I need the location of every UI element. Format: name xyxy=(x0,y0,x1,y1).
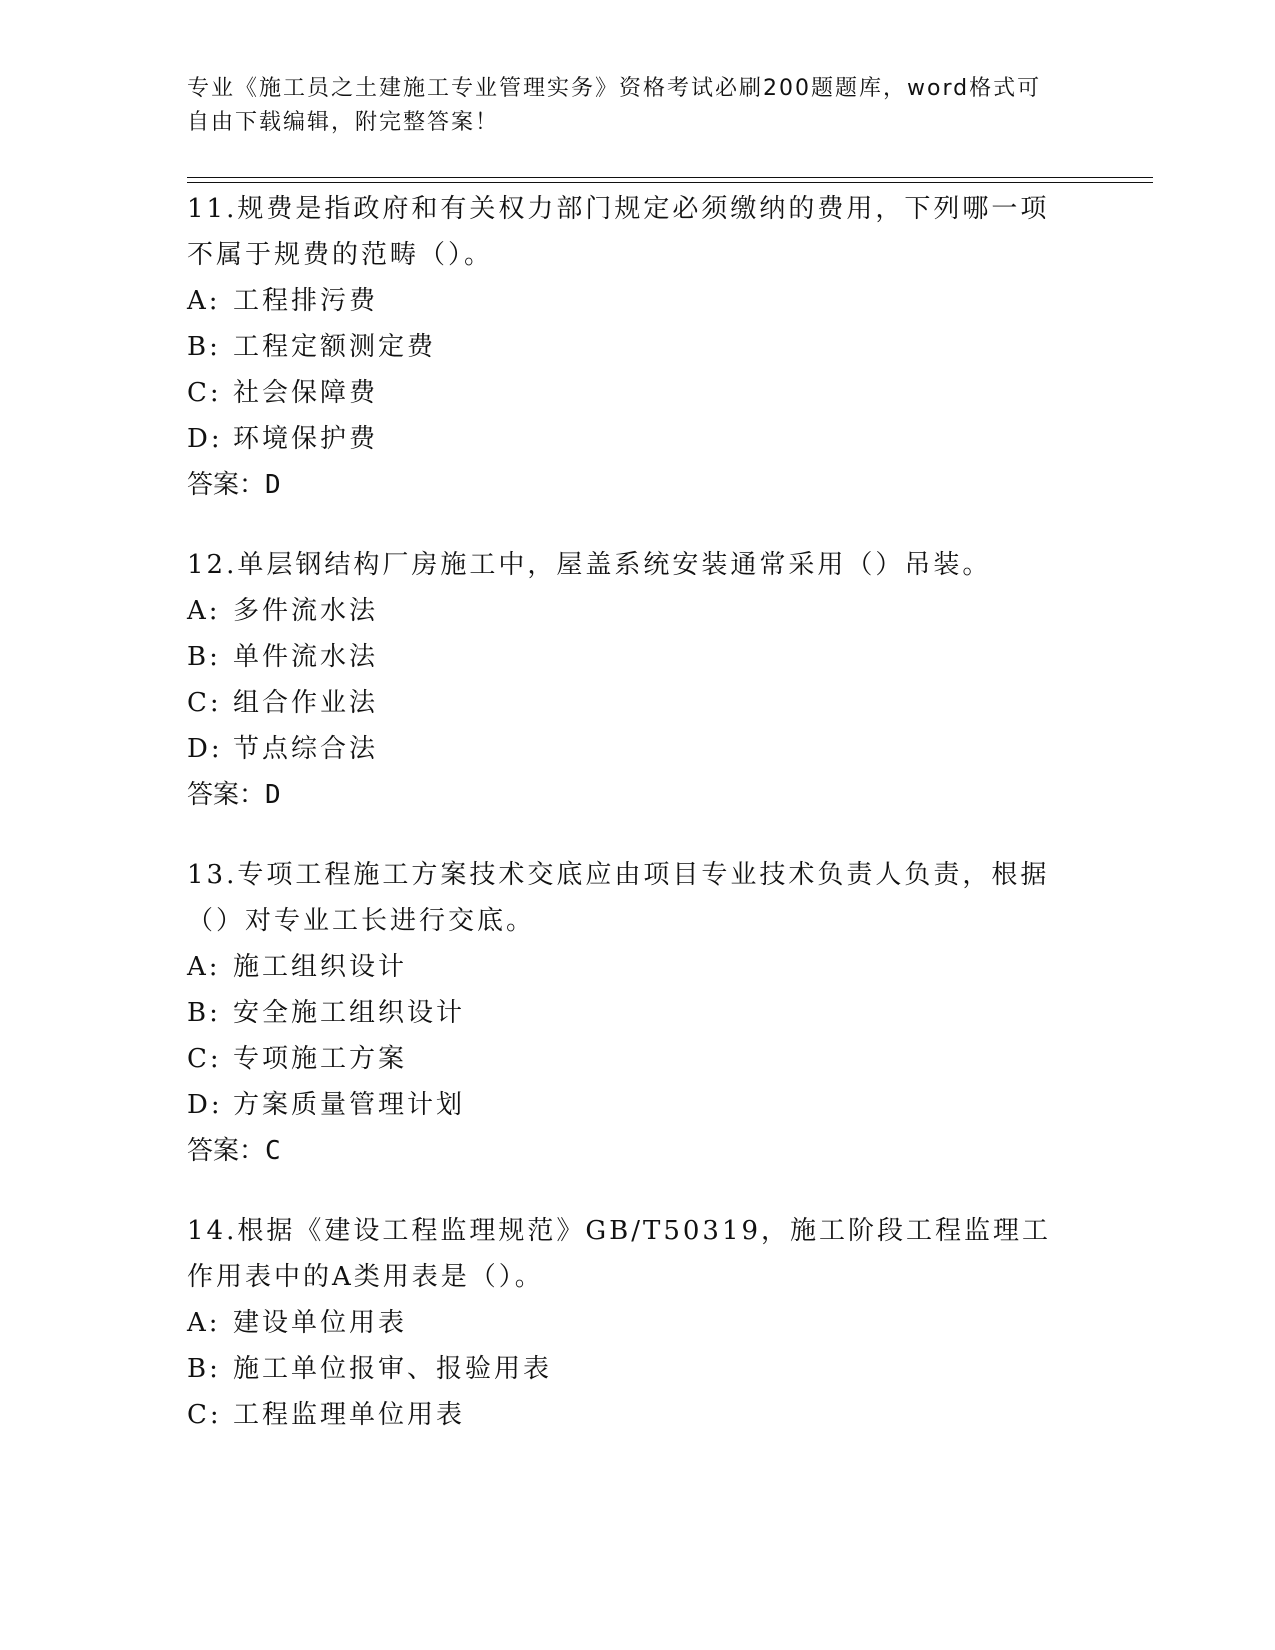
option-letter: C: xyxy=(187,1400,222,1430)
question-12 xyxy=(187,542,1087,818)
option-c xyxy=(187,370,1067,416)
option-letter: A: xyxy=(187,286,221,316)
option-text: 专项施工方案 xyxy=(233,1044,408,1074)
answer-line xyxy=(187,462,1067,508)
option-b xyxy=(187,324,1067,370)
question-13 xyxy=(187,852,1067,1174)
answer-line xyxy=(187,1128,1067,1174)
option-letter: A: xyxy=(187,596,221,626)
option-letter: C: xyxy=(187,378,222,408)
option-a xyxy=(187,944,1067,990)
option-letter: D: xyxy=(187,734,223,764)
header-line-2: 自由下载编辑，附完整答案！ xyxy=(187,110,500,135)
question-stem: 12.单层钢结构厂房施工中，屋盖系统安装通常采用（）吊装。 xyxy=(187,550,992,580)
option-text: 多件流水法 xyxy=(233,596,379,626)
header-divider-bottom xyxy=(187,182,1153,183)
option-text: 社会保障费 xyxy=(233,378,379,408)
question-14 xyxy=(187,1208,1067,1438)
option-text: 环境保护费 xyxy=(233,424,379,454)
option-letter: A: xyxy=(187,1308,221,1338)
option-b xyxy=(187,1346,1067,1392)
option-letter: A: xyxy=(187,952,221,982)
option-letter: C: xyxy=(187,688,222,718)
option-letter: B: xyxy=(187,998,221,1028)
option-c xyxy=(187,680,1087,726)
option-a xyxy=(187,1300,1067,1346)
option-text: 施工单位报审、报验用表 xyxy=(233,1354,553,1384)
option-text: 工程监理单位用表 xyxy=(233,1400,466,1430)
option-text: 建设单位用表 xyxy=(233,1308,408,1338)
option-text: 工程定额测定费 xyxy=(233,332,437,362)
answer-line xyxy=(187,772,1087,818)
question-stem: 11.规费是指政府和有关权力部门规定必须缴纳的费用，下列哪一项不属于规费的范畴（）。 xyxy=(187,194,1050,270)
answer-label: 答案： xyxy=(187,470,266,500)
option-b xyxy=(187,634,1087,680)
option-d xyxy=(187,726,1087,772)
header-line-1: 专业《施工员之土建施工专业管理实务》资格考试必刷200题题库，word格式可 xyxy=(187,76,1042,101)
option-text: 工程排污费 xyxy=(233,286,379,316)
option-d xyxy=(187,1082,1067,1128)
option-a xyxy=(187,588,1087,634)
option-text: 节点综合法 xyxy=(233,734,379,764)
question-11 xyxy=(187,186,1067,508)
question-stem: 14.根据《建设工程监理规范》GB/T50319，施工阶段工程监理工作用表中的A类用表是（）。 xyxy=(187,1216,1052,1292)
option-letter: D: xyxy=(187,424,223,454)
document-header xyxy=(187,72,1067,140)
option-b xyxy=(187,990,1067,1036)
option-a xyxy=(187,278,1067,324)
option-d xyxy=(187,416,1067,462)
answer-value: D xyxy=(265,470,281,500)
answer-value: D xyxy=(265,780,281,810)
option-c xyxy=(187,1036,1067,1082)
option-c xyxy=(187,1392,1067,1438)
answer-label: 答案： xyxy=(187,780,266,810)
option-letter: C: xyxy=(187,1044,222,1074)
answer-value: C xyxy=(265,1136,281,1166)
option-text: 方案质量管理计划 xyxy=(233,1090,466,1120)
header-divider-top xyxy=(187,177,1153,178)
question-stem: 13.专项工程施工方案技术交底应由项目专业技术负责人负责，根据（）对专业工长进行交底。 xyxy=(187,860,1050,936)
option-letter: B: xyxy=(187,642,221,672)
option-text: 组合作业法 xyxy=(233,688,379,718)
option-text: 单件流水法 xyxy=(233,642,379,672)
option-letter: B: xyxy=(187,1354,221,1384)
option-letter: D: xyxy=(187,1090,223,1120)
option-text: 施工组织设计 xyxy=(233,952,408,982)
option-text: 安全施工组织设计 xyxy=(233,998,466,1028)
answer-label: 答案： xyxy=(187,1136,266,1166)
option-letter: B: xyxy=(187,332,221,362)
